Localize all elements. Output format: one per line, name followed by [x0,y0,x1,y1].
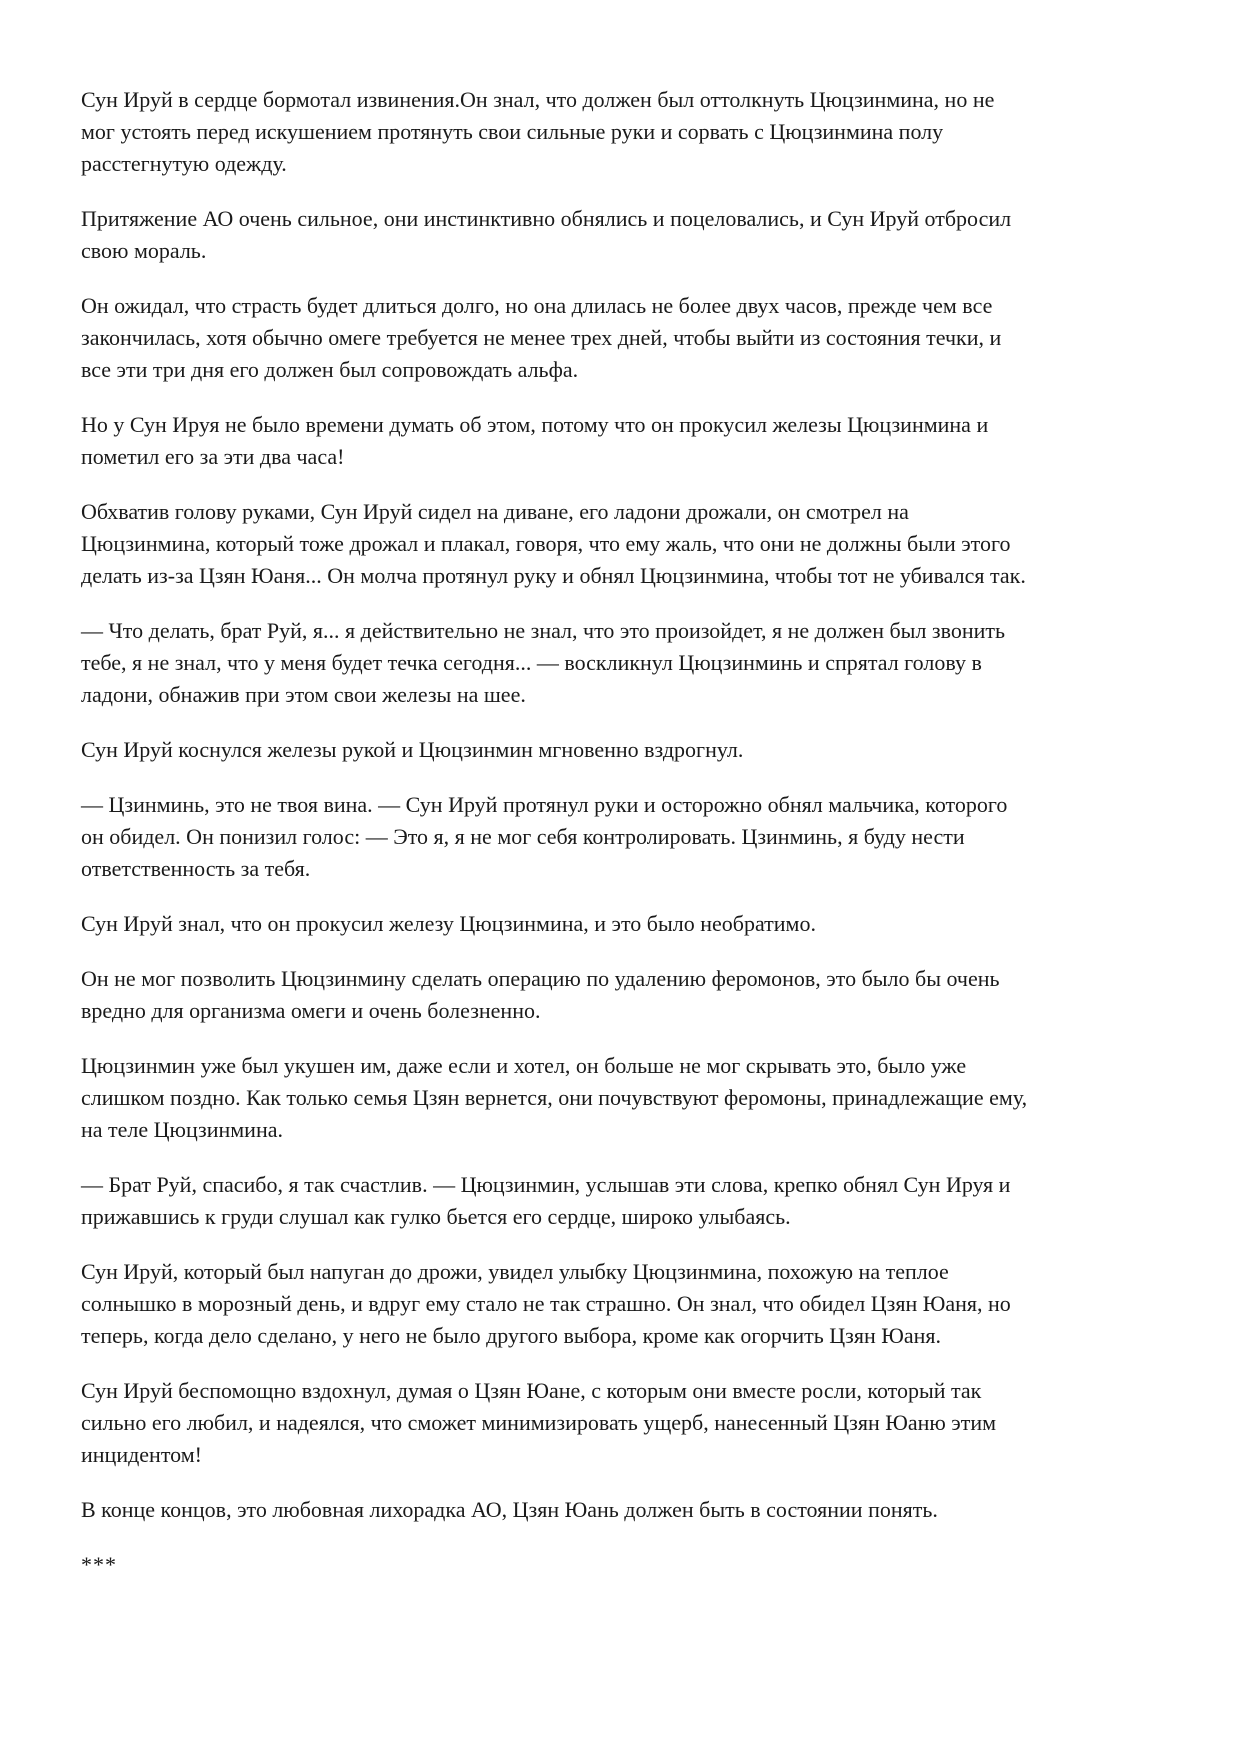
paragraph: Сун Ируй коснулся железы рукой и Цюцзинмин мгновенно вздрогнул. [81,737,744,762]
section-separator: *** [81,1552,117,1577]
paragraph: Цюцзинмин уже был укушен им, даже если и хотел, он больше не мог скрывать это, было уже слишком поздно. Как только семья Цзян вернется, они почувствуют феромоны, принадлежащие ему, на теле Цюцзинмина. [81,1053,1028,1142]
paragraph: Сун Ируй в сердце бормотал извинения.Он знал, что должен был оттолкнуть Цюцзинмина, но не мог устоять перед искушением протянуть свои сильные руки и сорвать с Цюцзинмина полу расстегнутую одежду. [81,87,995,176]
text-column [81,84,1033,1581]
paragraph: Обхватив голову руками, Сун Ируй сидел на диване, его ладони дрожали, он смотрел на Цюцзинмина, который тоже дрожал и плакал, говоря, что ему жаль, что они не должны были этого делать из-за Цзян Юаня... Он молча протянул руку и обнял Цюцзинмина, чтобы тот не убивался так. [81,499,1026,588]
paragraph: Сун Ируй знал, что он прокусил железу Цюцзинмина, и это было необратимо. [81,911,816,936]
paragraph: — Брат Руй, спасибо, я так счастлив. — Цюцзинмин, услышав эти слова, крепко обнял Сун Ируя и прижавшись к груди слушал как гулко бьется его сердце, широко улыбаясь. [81,1172,1011,1229]
paragraph: Он ожидал, что страсть будет длиться долго, но она длилась не более двух часов, прежде чем все закончилась, хотя обычно омеге требуется не менее трех дней, чтобы выйти из состояния течки, и все эти три дня его должен был сопровождать альфа. [81,293,1002,382]
paragraph: Сун Ируй, который был напуган до дрожи, увидел улыбку Цюцзинмина, похожую на теплое солнышко в морозный день, и вдруг ему стало не так страшно. Он знал, что обидел Цзян Юаня, но теперь, когда дело сделано, у него не было другого выбора, кроме как огорчить Цзян Юаня. [81,1259,1011,1348]
paragraph: — Цзинминь, это не твоя вина. — Сун Ируй протянул руки и осторожно обнял мальчика, которого он обидел. Он понизил голос: — Это я, я не мог себя контролировать. Цзинминь, я буду нести ответственность за тебя. [81,792,1008,881]
paragraph: Он не мог позволить Цюцзинмину сделать операцию по удалению феромонов, это было бы очень вредно для организма омеги и очень болезненно. [81,966,1000,1023]
paragraph: Но у Сун Ируя не было времени думать об этом, потому что он прокусил железы Цюцзинмина и пометил его за эти два часа! [81,412,989,469]
paragraph: Сун Ируй беспомощно вздохнул, думая о Цзян Юане, с которым они вместе росли, который так сильно его любил, и надеялся, что сможет минимизировать ущерб, нанесенный Цзян Юаню этим инцидентом! [81,1378,997,1467]
paragraph: — Что делать, брат Руй, я... я действительно не знал, что это произойдет, я не должен был звонить тебе, я не знал, что у меня будет течка сегодня... — воскликнул Цюцзинминь и спрятал голову в ладони, обнажив при этом свои железы на шее. [81,618,1006,707]
paragraph: Притяжение АО очень сильное, они инстинктивно обнялись и поцеловались, и Сун Ируй отбросил свою мораль. [81,206,1012,263]
paragraph: В конце концов, это любовная лихорадка АО, Цзян Юань должен быть в состоянии понять. [81,1497,938,1522]
